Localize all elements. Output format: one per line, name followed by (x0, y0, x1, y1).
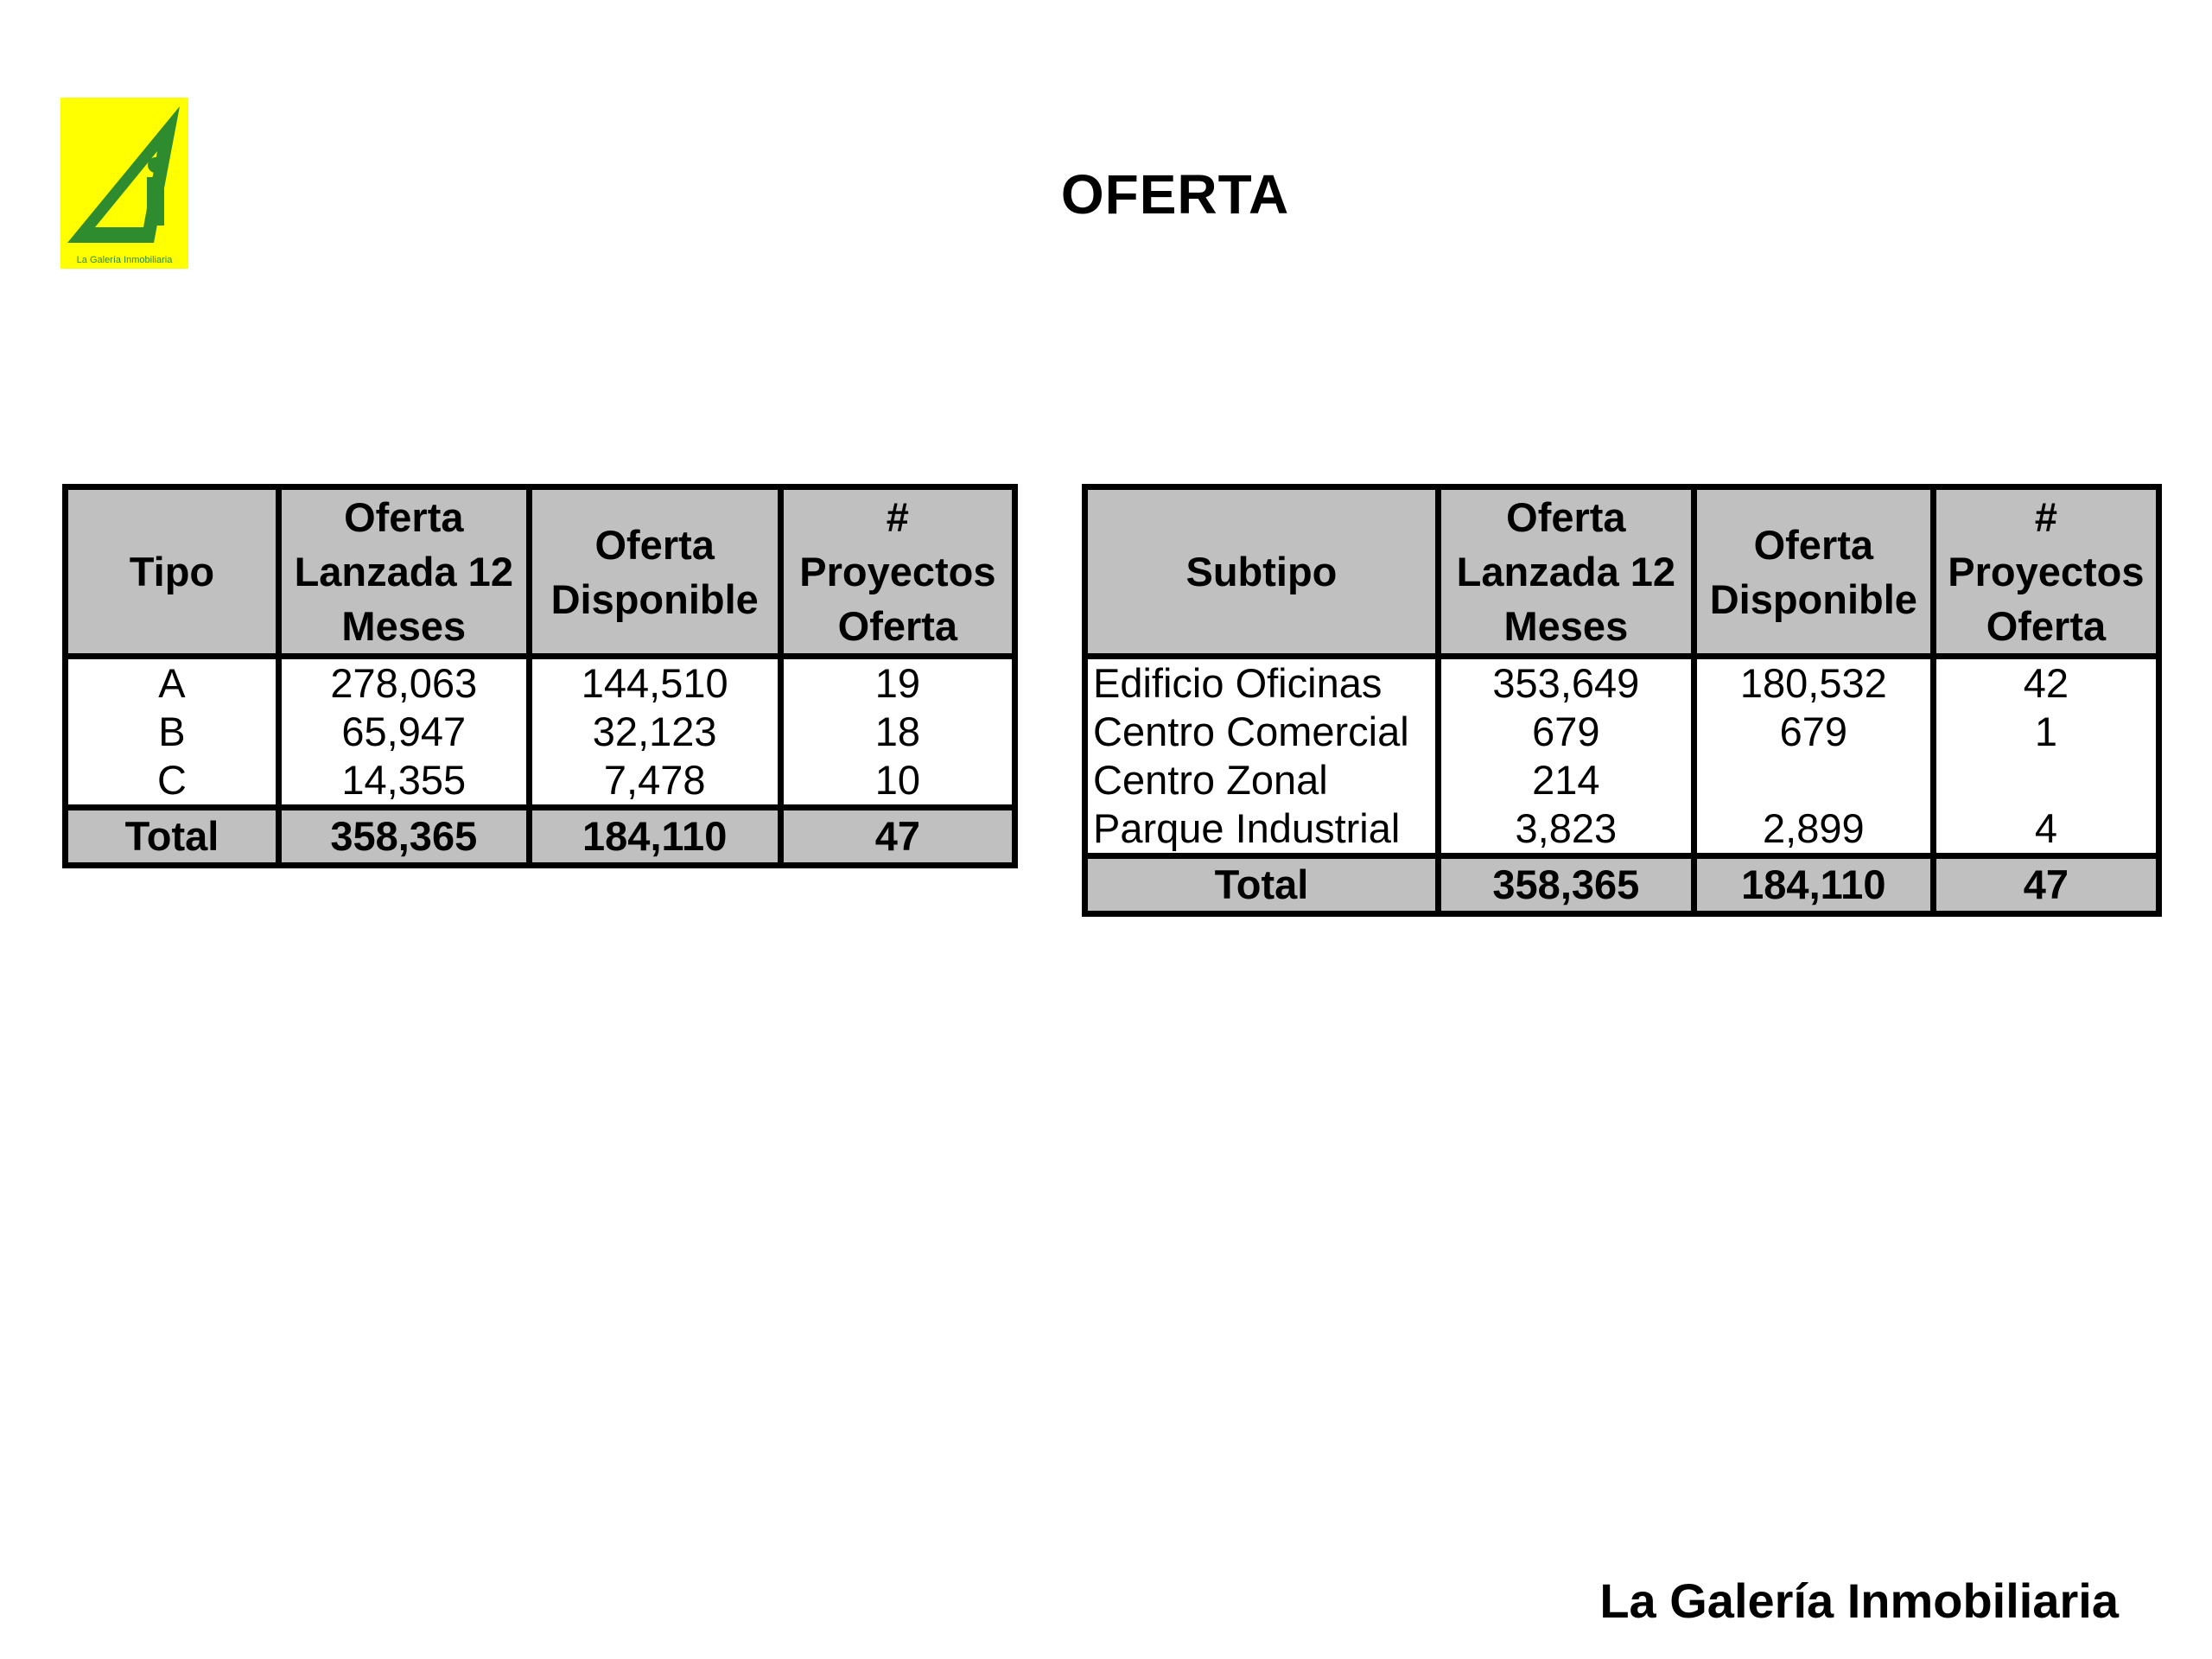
table-cell: 18 (780, 708, 1014, 756)
table-cell: 278,063 (278, 657, 529, 709)
table-cell: 679 (1438, 708, 1694, 756)
total-label: Total (1085, 856, 1439, 914)
table-cell: 1 (1933, 708, 2158, 756)
column-header-tipo: Tipo (66, 487, 279, 657)
logo-caption: La Galería Inmobiliaria (76, 255, 173, 265)
table-row (66, 756, 1015, 808)
table-row (66, 708, 1015, 756)
table-cell: 14,355 (278, 756, 529, 808)
table-total-row (66, 808, 1015, 866)
column-header-subtipo: Subtipo (1085, 487, 1439, 657)
column-header-proyectos: # Proyectos Oferta (1933, 487, 2158, 657)
logo-mark-icon (60, 98, 188, 269)
table-cell: C (66, 756, 279, 808)
table-cell: 19 (780, 657, 1014, 709)
table-cell (1933, 756, 2158, 804)
table-row (1085, 708, 2159, 756)
table-cell: B (66, 708, 279, 756)
total-label: Total (66, 808, 279, 866)
footer-brand: La Galería Inmobiliaria (1599, 1573, 2119, 1628)
table-cell: 180,532 (1694, 657, 1933, 709)
total-cell: 358,365 (1438, 856, 1694, 914)
table-header-row (66, 487, 1015, 657)
table-cell: 10 (780, 756, 1014, 808)
table-cell: 353,649 (1438, 657, 1694, 709)
table-row (1085, 657, 2159, 709)
total-cell: 184,110 (1694, 856, 1933, 914)
table-cell: A (66, 657, 279, 709)
table-cell: 679 (1694, 708, 1933, 756)
column-header-oferta-lanzada: Oferta Lanzada 12 Meses (278, 487, 529, 657)
table-cell: 32,123 (529, 708, 780, 756)
column-header-oferta-disponible: Oferta Disponible (1694, 487, 1933, 657)
column-header-proyectos: # Proyectos Oferta (780, 487, 1014, 657)
table-row (66, 657, 1015, 709)
total-cell: 47 (780, 808, 1014, 866)
table-cell: Parque Industrial (1085, 804, 1439, 856)
total-cell: 184,110 (529, 808, 780, 866)
total-cell: 358,365 (278, 808, 529, 866)
table-cell: 2,899 (1694, 804, 1933, 856)
table-cell: 144,510 (529, 657, 780, 709)
table-cell (1694, 756, 1933, 804)
page-title: OFERTA (1060, 163, 1290, 226)
table-cell: 3,823 (1438, 804, 1694, 856)
table-cell: 214 (1438, 756, 1694, 804)
table-cell: 42 (1933, 657, 2158, 709)
table-cell: 65,947 (278, 708, 529, 756)
table-header-row (1085, 487, 2159, 657)
table-row (1085, 756, 2159, 804)
table-cell: 4 (1933, 804, 2158, 856)
table-cell: 7,478 (529, 756, 780, 808)
table-cell: Edificio Oficinas (1085, 657, 1439, 709)
company-logo (60, 98, 188, 269)
oferta-por-tipo-table (62, 484, 1018, 868)
total-cell: 47 (1933, 856, 2158, 914)
oferta-por-subtipo-table (1082, 484, 2162, 917)
table-cell: Centro Zonal (1085, 756, 1439, 804)
table-total-row (1085, 856, 2159, 914)
column-header-oferta-disponible: Oferta Disponible (529, 487, 780, 657)
column-header-oferta-lanzada: Oferta Lanzada 12 Meses (1438, 487, 1694, 657)
table-row (1085, 804, 2159, 856)
table-cell: Centro Comercial (1085, 708, 1439, 756)
